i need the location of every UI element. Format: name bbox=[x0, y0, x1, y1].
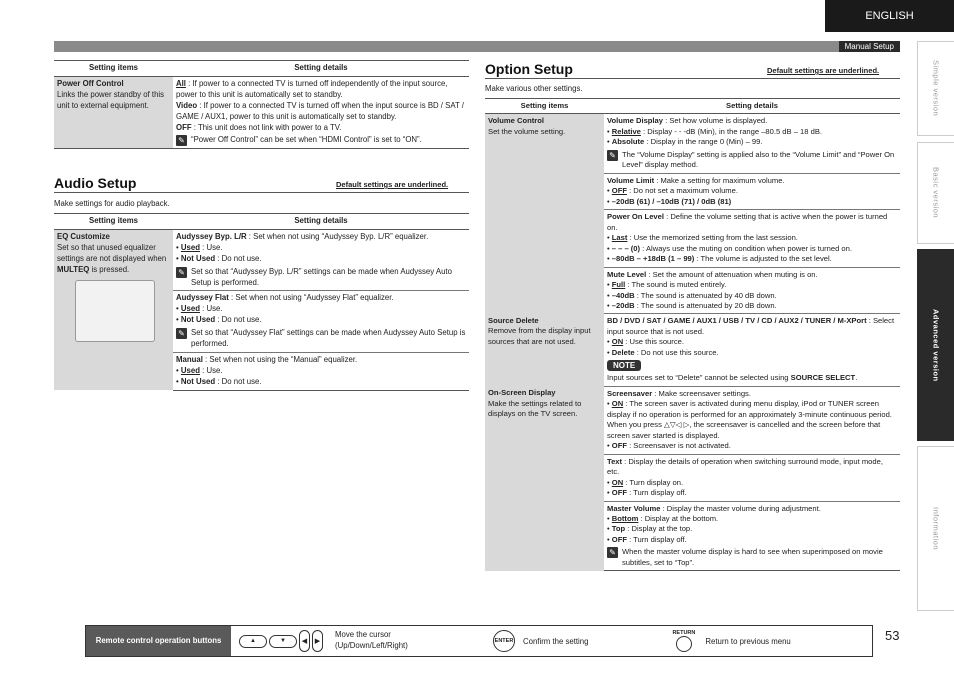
vl-val: : Make a setting for maximum volume. bbox=[654, 175, 785, 185]
vd-key: Volume Display bbox=[607, 116, 663, 126]
range-key: –80dB – +18dB (1 – 99) bbox=[611, 254, 695, 264]
option-rule bbox=[485, 78, 900, 79]
pencil-icon: ✎ bbox=[176, 135, 187, 146]
mv-off-key: OFF bbox=[611, 534, 627, 544]
tab-label: Simple version bbox=[931, 60, 941, 117]
pencil-icon: ✎ bbox=[607, 547, 618, 558]
notused-key: Not Used bbox=[180, 253, 216, 263]
down-arrow-icon: ▼ bbox=[269, 635, 297, 648]
all-val: : If power to a connected TV is turned off independently of the input source, power to this unit is automatically set to standby. bbox=[176, 78, 448, 99]
eq-desc: Set so that unused equalizer settings are not displayed when bbox=[57, 242, 167, 263]
full-val: : The sound is muted entirely. bbox=[625, 280, 727, 290]
rc-enter: Confirm the setting bbox=[523, 636, 589, 646]
vl-key: Volume Limit bbox=[607, 175, 655, 185]
flat-val: : Set when not using “Audyssey Flat” equalizer. bbox=[228, 293, 394, 303]
up-arrow-icon: ▲ bbox=[239, 635, 267, 648]
return-button bbox=[672, 630, 695, 652]
top-val: : Display at the top. bbox=[625, 524, 693, 534]
tab-advanced-version[interactable] bbox=[917, 249, 954, 441]
language-tab: ENGLISH bbox=[825, 0, 954, 32]
delete-val: : Do not use this source. bbox=[634, 347, 719, 357]
vc-desc: Set the volume setting. bbox=[488, 126, 566, 136]
video-key: Video bbox=[176, 100, 198, 110]
bottom-key: Bottom bbox=[611, 513, 639, 523]
off-key: OFF bbox=[176, 122, 192, 132]
audio-default-note: Default settings are underlined. bbox=[336, 180, 449, 189]
vl-off-val: : Do not set a maximum volume. bbox=[626, 186, 738, 196]
pencil-icon: ✎ bbox=[607, 150, 618, 161]
tab-label: Advanced version bbox=[931, 308, 941, 382]
eq-title: EQ Customize bbox=[57, 231, 110, 241]
section-bar bbox=[54, 41, 900, 52]
header-details: Setting details bbox=[173, 214, 469, 230]
ss-off-val: : Screensaver is not activated. bbox=[626, 441, 731, 451]
ss-val: : Make screensaver settings. bbox=[652, 388, 751, 398]
notused-key: Not Used bbox=[180, 376, 216, 386]
delete-key: Delete bbox=[611, 347, 635, 357]
on-val: : Use this source. bbox=[623, 337, 684, 347]
sd-title: Source Delete bbox=[488, 315, 539, 325]
manual-key: Manual bbox=[176, 354, 203, 364]
tab-label: Basic version bbox=[931, 167, 941, 219]
m40-key: –40dB bbox=[611, 290, 635, 300]
right-arrow-icon: ▶ bbox=[312, 630, 323, 652]
multeq-label: MULTEQ bbox=[57, 264, 90, 274]
ss-on-val: : The screen saver is activated during menu display, iPod or TUNER screen display if no operation is performed for an approximately 3-minute continuous period. When you press △▽◁ ▷, the screensaver is cancelled and the screen before that screen saver started is displayed. bbox=[607, 399, 892, 440]
text-off-val: : Turn display off. bbox=[626, 488, 687, 498]
manual-setup-label: Manual Setup bbox=[839, 41, 900, 52]
return-circle-icon bbox=[676, 636, 692, 652]
text-on-val: : Turn display on. bbox=[623, 477, 684, 487]
power-off-title: Power Off Control bbox=[57, 78, 124, 88]
all-key: All bbox=[176, 78, 186, 88]
ss-on-key: ON bbox=[611, 399, 624, 409]
manual-val: : Set when not using the “Manual” equalizer. bbox=[202, 354, 358, 364]
off-val: : This unit does not link with power to a TV. bbox=[191, 122, 342, 132]
rc-move: Move the cursor (Up/Down/Left/Right) bbox=[335, 630, 408, 650]
ss-off-key: OFF bbox=[611, 441, 627, 451]
top-key: Top bbox=[611, 524, 626, 534]
used-key: Used bbox=[180, 365, 200, 375]
pol-key: Power On Level bbox=[607, 212, 664, 222]
flat-note: Set so that “Audyssey Flat” settings can be made when Audyssey Auto Setup is performed. bbox=[191, 328, 466, 349]
audio-setup-title: Audio Setup bbox=[54, 175, 137, 191]
option-setup-title: Option Setup bbox=[485, 61, 573, 77]
bottom-val: : Display at the bottom. bbox=[638, 513, 719, 523]
enter-button-icon: ENTER bbox=[493, 630, 515, 652]
vl-off-key: OFF bbox=[611, 186, 627, 196]
sd-key: BD / DVD / SAT / GAME / AUX1 / USB / TV / CD / AUX2 / TUNER / M-XPort bbox=[607, 316, 867, 326]
notused-val: : Do not use. bbox=[215, 376, 262, 386]
flat-key: Audyssey Flat bbox=[176, 293, 229, 303]
full-key: Full bbox=[611, 280, 626, 290]
byp-key: Audyssey Byp. L/R bbox=[176, 231, 247, 241]
used-val: : Use. bbox=[199, 304, 223, 314]
rc-header: Remote control operation buttons bbox=[86, 626, 231, 656]
video-val: : If power to a connected TV is turned off when the input source is BD / SAT / GAME / AUX1, power to this unit is automatically set to standby. bbox=[176, 100, 464, 121]
ml-key: Mute Level bbox=[607, 269, 647, 279]
tab-basic-version[interactable] bbox=[917, 142, 954, 244]
header-details: Setting details bbox=[604, 99, 900, 114]
mv-note: When the master volume display is hard to see when superimposed on movie subtitles, set to “Top”. bbox=[622, 547, 883, 567]
byp-val: : Set when not using “Audyssey Byp. L/R” equalizer. bbox=[246, 231, 429, 241]
byp-note: Set so that “Audyssey Byp. L/R” settings can be made when Audyssey Auto Setup is performed. bbox=[191, 266, 452, 287]
pencil-icon: ✎ bbox=[176, 267, 187, 278]
power-off-table bbox=[54, 60, 469, 149]
ss-key: Screensaver bbox=[607, 388, 653, 398]
audio-intro: Make settings for audio playback. bbox=[54, 199, 170, 208]
range-val: : The volume is adjusted to the set level. bbox=[694, 254, 832, 264]
power-off-desc: Links the power standby of this unit to external equipment. bbox=[57, 89, 165, 110]
last-val: : Use the memorized setting from the last session. bbox=[627, 233, 798, 243]
sd-note-end: . bbox=[855, 373, 858, 383]
return-label: RETURN bbox=[672, 630, 696, 636]
ml-val: : Set the amount of attenuation when muting is on. bbox=[646, 269, 818, 279]
osd-title: On-Screen Display bbox=[488, 388, 556, 398]
on-key: ON bbox=[611, 337, 624, 347]
used-key: Used bbox=[180, 242, 200, 252]
option-table: Setting items Setting details Volume Control Set the volume setting. Volume Display : Set how volume is displayed. • Relative : Display - - -dB (Min), in the range –80.5 dB – 18 dB. • Absolute : Display in the range 0 (Min) – 99. ✎ The “Volume Display” setting is applied also to the “Volume Limit” and “Power On Level” display method. Volume Limit : Make a setting for maximum volume. • OFF : Do not set a maximum volume. • –20dB (61) / –10dB (71) / 0dB (81) Power On Level : Define the volume setting that is active when the power is turned on. • Last : Use the memorized setting from the last session. • – – – (0) : Always use the muting on condition when power is turned on. • –80dB – +18dB (1 – 99) : The volume is adjusted to the set level. Mute Level : Set the amount of attenuation when muting is on. • Full : The sound is muted entirely. • –40dB : The sound is attenuated by 40 dB down. • –20dB : The sound is attenuated by 20 dB down. Source Delete Remove from the display input sources that are not used. BD / DVD / SAT / GAME / AUX1 / USB / TV / CD / AUX2 / TUNER / M-XPort : Select input source that is not used. • ON : Use this source. • Delete : Do not use this source. NOTE Input sources set to “Delete” cannot be selected using SOURCE SELECT. On-Screen Display Make the settings related to displays on the TV screen. Screensaver : Make screensaver settings. • ON : The screen saver is activated during menu display, iPod or TUNER screen display if no operation is performed for an approximately 3-minute continuous period. When you press △▽◁ ▷, the screensaver is cancelled and the screen before that screen saver started is displayed. • OFF : Screensaver is not activated. Text : Display the details of operation when switching surround mode, input mode, etc. • ON : Turn display on. • OFF : Turn display off. Master Volume : Display the master volume during adjustment. • Bottom : Display at the bottom. • Top : Display at the top. • OFF : Turn display off. ✎ When the master volume display is hard to see when superimposed on movie subtitles, set to “Top”. bbox=[485, 98, 900, 571]
vd-note: The “Volume Display” setting is applied also to the “Volume Limit” and “Power On Level” display method. bbox=[622, 149, 895, 170]
note-badge: NOTE bbox=[607, 360, 641, 371]
option-intro: Make various other settings. bbox=[485, 84, 583, 93]
remote-image bbox=[75, 280, 155, 342]
pencil-icon: ✎ bbox=[176, 328, 187, 339]
abs-val: : Display in the range 0 (Min) – 99. bbox=[644, 137, 763, 147]
mv-off-val: : Turn display off. bbox=[626, 534, 687, 544]
audio-table: Setting items Setting details EQ Customize Set so that unused equalizer settings are not displayed when MULTEQ is pressed. Audyssey Byp. L/R : Set when not using “Audyssey Byp. L/R” equalizer. • Used : Use. • Not Used : Do not use. ✎ Set so that “Audyssey Byp. L/R” settings can be made when Audyssey Auto Setup is performed. Audyssey Flat : Set when not using “Audyssey Flat” equalizer. • Used : Use. • Not Used : Do not use. ✎ Set so that “Audyssey Flat” settings can be made when Audyssey Auto Setup is performed. Manual : Set when not using the “Manual” equalizer. • Used : Use. • Not Used : Do not use. bbox=[54, 213, 469, 391]
power-note: “Power Off Control” can be set when “HDMI Control” is set to “ON”. bbox=[191, 135, 422, 145]
text-off-key: OFF bbox=[611, 488, 627, 498]
pol-val: : Define the volume setting that is active when the power is turned on. bbox=[607, 212, 888, 232]
vd-val: : Set how volume is displayed. bbox=[663, 116, 768, 126]
m20-val: : The sound is attenuated by 20 dB down. bbox=[634, 300, 777, 310]
last-key: Last bbox=[611, 233, 628, 243]
mv-val: : Display the master volume during adjustment. bbox=[660, 503, 821, 513]
page-number: 53 bbox=[885, 628, 900, 643]
sd-desc: Remove from the display input sources that are not used. bbox=[488, 326, 591, 346]
remote-buttons-box bbox=[85, 625, 873, 657]
header-details: Setting details bbox=[173, 61, 469, 77]
header-items: Setting items bbox=[54, 61, 173, 77]
left-arrow-icon: ◀ bbox=[299, 630, 310, 652]
audio-rule bbox=[54, 192, 469, 193]
header-items: Setting items bbox=[54, 214, 173, 230]
m20-key: –20dB bbox=[611, 300, 635, 310]
tab-information[interactable] bbox=[917, 446, 954, 611]
text-on-key: ON bbox=[611, 477, 624, 487]
cursor-buttons bbox=[239, 630, 325, 652]
sd-note: Input sources set to “Delete” cannot be selected using bbox=[607, 373, 791, 383]
vc-title: Volume Control bbox=[488, 116, 544, 126]
tab-simple-version[interactable] bbox=[917, 41, 954, 136]
eq-desc-end: is pressed. bbox=[89, 264, 130, 274]
m40-val: : The sound is attenuated by 40 dB down. bbox=[634, 290, 777, 300]
mute0-key: – – – (0) bbox=[611, 243, 641, 253]
header-items: Setting items bbox=[485, 99, 604, 114]
mv-key: Master Volume bbox=[607, 503, 661, 513]
tab-label: Information bbox=[931, 506, 941, 551]
notused-key: Not Used bbox=[180, 315, 216, 325]
notused-val: : Do not use. bbox=[215, 315, 262, 325]
osd-desc: Make the settings related to displays on the TV screen. bbox=[488, 398, 582, 419]
rel-key: Relative bbox=[611, 126, 641, 136]
rel-val: : Display - - -dB (Min), in the range –80.5 dB – 18 dB. bbox=[640, 126, 822, 136]
used-key: Used bbox=[180, 304, 200, 314]
notused-val: : Do not use. bbox=[215, 253, 262, 263]
abs-key: Absolute bbox=[611, 137, 645, 147]
sd-val: : Select input source that is not used. bbox=[607, 316, 895, 336]
option-default-note: Default settings are underlined. bbox=[767, 66, 880, 75]
text-val: : Display the details of operation when switching surround mode, input mode, etc. bbox=[607, 456, 883, 477]
vl-values: –20dB (61) / –10dB (71) / 0dB (81) bbox=[611, 196, 732, 206]
mute0-val: : Always use the muting on condition when power is turned on. bbox=[640, 243, 852, 253]
used-val: : Use. bbox=[199, 242, 223, 252]
rc-return: Return to previous menu bbox=[705, 636, 791, 646]
source-select-label: SOURCE SELECT bbox=[790, 373, 856, 383]
text-key: Text bbox=[607, 456, 623, 466]
used-val: : Use. bbox=[199, 365, 223, 375]
